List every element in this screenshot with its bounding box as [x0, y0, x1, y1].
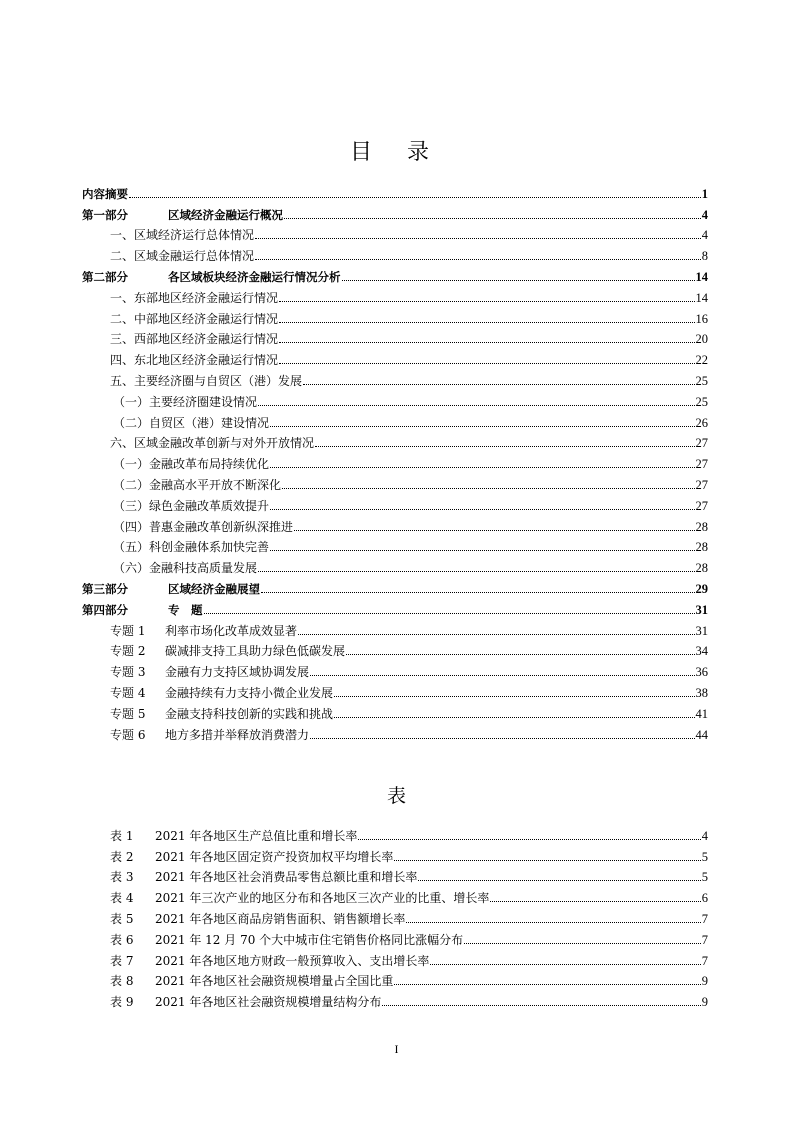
toc-entry-label — [110, 228, 254, 242]
toc-entry-label — [113, 457, 269, 471]
toc-entry[interactable] — [82, 513, 708, 534]
toc-page-number: 26 — [695, 415, 708, 430]
toc-entry-text: 一、东部地区经济金融运行情况 — [110, 290, 279, 305]
toc-part-label: 第四部分 — [82, 602, 128, 617]
toc-page-number: 4 — [701, 207, 708, 222]
dot-leader — [346, 654, 694, 655]
table-entry-text: 2021 年各地区生产总值比重和增长率 — [155, 828, 358, 843]
toc-entry[interactable] — [82, 638, 708, 659]
toc-page-number: 1 — [701, 186, 708, 201]
toc-entry-label — [110, 312, 278, 326]
toc-entry[interactable] — [82, 242, 708, 263]
dot-leader — [270, 509, 694, 510]
table-entry[interactable] — [82, 905, 708, 926]
dot-leader — [310, 675, 694, 676]
dot-leader — [282, 488, 694, 489]
toc-entry-label — [110, 665, 309, 679]
dot-leader — [464, 943, 701, 944]
table-page-number: 7 — [701, 932, 708, 947]
toc-entry-text: 金融持续有力支持小微企业发展 — [165, 685, 334, 700]
toc-entry-text: 内容摘要 — [82, 186, 128, 201]
toc-entry-label — [113, 395, 257, 409]
toc-entry-text: 区域经济金融运行概况 — [168, 207, 283, 222]
toc-page-number: 14 — [695, 269, 708, 284]
dot-leader — [261, 592, 695, 593]
toc-entry-text: （四）普惠金融改革创新纵深推进 — [113, 519, 294, 534]
table-entry-label — [110, 891, 489, 905]
table-page-number: 6 — [701, 891, 708, 906]
toc-entry[interactable] — [82, 409, 708, 430]
toc-entry-label — [113, 416, 269, 430]
table-number: 表 6 — [110, 932, 134, 947]
table-entry-label — [110, 829, 357, 843]
toc-entry-label — [82, 582, 260, 596]
toc-page-number: 29 — [695, 581, 708, 596]
toc-entry-text: 金融支持科技创新的实践和挑战 — [165, 706, 334, 721]
table-page-number: 9 — [701, 995, 708, 1010]
toc-entry-text: （二）金融高水平开放不断深化 — [113, 477, 282, 492]
table-entry-text: 2021 年各地区地方财政一般预算收入、支出增长率 — [155, 953, 430, 968]
toc-entry-label — [113, 520, 293, 534]
dot-leader — [342, 280, 695, 281]
toc-entry[interactable] — [82, 700, 708, 721]
toc-page-number: 27 — [695, 498, 708, 513]
toc-page-number: 27 — [695, 436, 708, 451]
table-page-number: 5 — [701, 849, 708, 864]
toc-topic-label: 专题 2 — [110, 644, 146, 659]
toc-page-number: 27 — [695, 457, 708, 472]
table-entry-text: 2021 年各地区社会融资规模增量结构分布 — [155, 995, 382, 1010]
toc-entry-label — [82, 603, 203, 617]
toc-entry[interactable] — [82, 180, 708, 201]
dot-leader — [270, 550, 694, 551]
toc-entry-text: 六、区域金融改革创新与对外开放情况 — [110, 436, 315, 451]
table-page-number: 5 — [701, 870, 708, 885]
toc-entry-text: （五）科创金融体系加快完善 — [113, 540, 270, 555]
table-entry-label — [110, 933, 463, 947]
toc-page-number: 16 — [695, 311, 708, 326]
toc-entry-label — [113, 499, 269, 513]
toc-entry[interactable] — [82, 575, 708, 596]
table-number: 表 4 — [110, 891, 134, 906]
toc-title: 目 录 — [350, 140, 443, 165]
toc-page-number: 22 — [695, 353, 708, 368]
dot-leader — [394, 860, 700, 861]
toc-page-number: 34 — [695, 644, 708, 659]
toc-entry-text: 利率市场化改革成效显著 — [165, 623, 298, 638]
toc-entry-text: 碳减排支持工具助力绿色低碳发展 — [165, 644, 346, 659]
dot-leader — [129, 197, 701, 198]
table-entry-label — [110, 974, 393, 988]
table-page-number: 9 — [701, 974, 708, 989]
toc-entry-text: 五、主要经济圈与自贸区（港）发展 — [110, 373, 303, 388]
toc-list — [82, 180, 708, 742]
table-page-number: 7 — [701, 911, 708, 926]
toc-page-number: 25 — [695, 394, 708, 409]
toc-topic-label: 专题 1 — [110, 623, 146, 638]
dot-leader — [258, 571, 694, 572]
toc-topic-label: 专题 5 — [110, 706, 146, 721]
toc-entry-label — [110, 332, 278, 346]
table-number: 表 7 — [110, 953, 134, 968]
dot-leader — [279, 363, 694, 364]
toc-entry-label — [110, 624, 297, 638]
dot-leader — [430, 964, 700, 965]
toc-page-number: 27 — [695, 477, 708, 492]
dot-leader — [303, 384, 694, 385]
dot-leader — [298, 634, 694, 635]
toc-entry[interactable] — [82, 284, 708, 305]
table-entry-text: 2021 年各地区商品房销售面积、销售额增长率 — [155, 911, 406, 926]
toc-entry-label — [110, 644, 345, 658]
toc-entry[interactable] — [82, 658, 708, 679]
dot-leader — [315, 446, 694, 447]
toc-entry-text: 区域经济金融展望 — [168, 581, 260, 596]
dot-leader — [294, 530, 694, 531]
toc-entry-label — [110, 291, 278, 305]
toc-page-number: 38 — [695, 685, 708, 700]
toc-page-number: 31 — [695, 602, 708, 617]
toc-page-number: 41 — [695, 706, 708, 721]
toc-page-number: 44 — [695, 727, 708, 742]
dot-leader — [279, 342, 694, 343]
dot-leader — [270, 426, 694, 427]
dot-leader — [334, 696, 694, 697]
table-number: 表 3 — [110, 870, 134, 885]
toc-entry-label — [110, 436, 314, 450]
toc-entry-label — [82, 270, 341, 284]
toc-entry[interactable] — [82, 326, 708, 347]
toc-entry-text: （一）主要经济圈建设情况 — [113, 394, 258, 409]
table-number: 表 2 — [110, 849, 134, 864]
toc-part-label: 第一部分 — [82, 207, 128, 222]
toc-page-number: 8 — [701, 249, 708, 264]
toc-entry[interactable] — [82, 721, 708, 742]
toc-topic-label: 专题 6 — [110, 727, 146, 742]
table-number: 表 8 — [110, 974, 134, 989]
toc-entry[interactable] — [82, 596, 708, 617]
dot-leader — [394, 984, 700, 985]
toc-entry-text: 四、东北地区经济金融运行情况 — [110, 353, 279, 368]
table-entry-label — [110, 912, 405, 926]
toc-page-number: 14 — [695, 290, 708, 305]
table-entry-label — [110, 850, 393, 864]
table-entry-label — [110, 870, 417, 884]
toc-entry-text: 一、区域经济运行总体情况 — [110, 228, 255, 243]
dot-leader — [255, 238, 701, 239]
table-number: 表 5 — [110, 911, 134, 926]
table-number: 表 9 — [110, 995, 134, 1010]
toc-entry[interactable] — [82, 554, 708, 575]
table-entry[interactable] — [82, 822, 708, 843]
toc-page-number: 4 — [701, 228, 708, 243]
toc-entry[interactable] — [82, 346, 708, 367]
dot-leader — [258, 405, 694, 406]
toc-topic-label: 专题 4 — [110, 685, 146, 700]
dot-leader — [382, 1005, 700, 1006]
toc-entry-text: （三）绿色金融改革质效提升 — [113, 498, 270, 513]
toc-entry-text: 各区域板块经济金融运行情况分析 — [168, 269, 341, 284]
toc-entry-label — [113, 478, 281, 492]
table-entry-label — [110, 954, 429, 968]
toc-entry-text: （一）金融改革布局持续优化 — [113, 457, 270, 472]
dot-leader — [255, 259, 701, 260]
toc-entry[interactable] — [82, 430, 708, 451]
dot-leader — [490, 901, 700, 902]
dot-leader — [279, 322, 694, 323]
page-number: I — [394, 1042, 399, 1056]
table-entry-text: 2021 年 12 月 70 个大中城市住宅销售价格同比涨幅分布 — [155, 932, 464, 947]
toc-entry[interactable] — [82, 367, 708, 388]
toc-entry[interactable] — [82, 617, 708, 638]
toc-entry-text: 地方多措并举释放消费潜力 — [165, 727, 310, 742]
dot-leader — [279, 301, 694, 302]
table-entry-text: 2021 年各地区固定资产投资加权平均增长率 — [155, 849, 394, 864]
dot-leader — [406, 922, 700, 923]
toc-entry[interactable] — [82, 388, 708, 409]
table-entry[interactable] — [82, 884, 708, 905]
dot-leader — [310, 738, 694, 739]
toc-entry-text: 三、西部地区经济金融运行情况 — [110, 332, 279, 347]
toc-entry[interactable] — [82, 263, 708, 284]
toc-entry-text: 二、区域金融运行总体情况 — [110, 249, 255, 264]
table-entry[interactable] — [82, 843, 708, 864]
table-entry-label — [110, 995, 381, 1009]
toc-page-number: 36 — [695, 665, 708, 680]
table-entry[interactable] — [82, 968, 708, 989]
toc-entry-label — [82, 187, 128, 201]
table-entry[interactable] — [82, 988, 708, 1009]
toc-page-number: 28 — [695, 561, 708, 576]
toc-entry[interactable] — [82, 679, 708, 700]
dot-leader — [358, 839, 700, 840]
toc-entry-label — [110, 728, 309, 742]
table-entry[interactable] — [82, 926, 708, 947]
toc-entry-label — [113, 540, 269, 554]
toc-entry[interactable] — [82, 471, 708, 492]
table-number: 表 1 — [110, 828, 134, 843]
toc-entry-label — [110, 707, 333, 721]
toc-entry[interactable] — [82, 305, 708, 326]
tables-title: 表 — [386, 785, 406, 807]
toc-page-number: 25 — [695, 373, 708, 388]
dot-leader — [284, 218, 701, 219]
toc-page-number: 20 — [695, 332, 708, 347]
toc-page-number: 28 — [695, 519, 708, 534]
toc-entry-text: 专 题 — [168, 602, 203, 617]
toc-entry[interactable] — [82, 450, 708, 471]
toc-entry[interactable] — [82, 492, 708, 513]
table-entry-text: 2021 年三次产业的地区分布和各地区三次产业的比重、增长率 — [155, 891, 490, 906]
toc-part-label: 第二部分 — [82, 269, 128, 284]
table-page-number: 7 — [701, 953, 708, 968]
toc-page-number: 28 — [695, 540, 708, 555]
dot-leader — [204, 613, 695, 614]
toc-entry-label — [110, 249, 254, 263]
toc-entry-label — [82, 208, 283, 222]
toc-entry-label — [113, 561, 257, 575]
table-entry-text: 2021 年各地区社会消费品零售总额比重和增长率 — [155, 870, 418, 885]
toc-entry[interactable] — [82, 534, 708, 555]
toc-page-number: 31 — [695, 623, 708, 638]
toc-entry-text: 金融有力支持区域协调发展 — [165, 665, 310, 680]
toc-entry-text: 二、中部地区经济金融运行情况 — [110, 311, 279, 326]
dot-leader — [418, 880, 700, 881]
tables-list — [82, 822, 708, 1009]
toc-entry[interactable] — [82, 222, 708, 243]
toc-entry-label — [110, 353, 278, 367]
table-entry[interactable] — [82, 947, 708, 968]
table-entry[interactable] — [82, 864, 708, 885]
toc-entry[interactable] — [82, 201, 708, 222]
dot-leader — [270, 467, 694, 468]
toc-part-label: 第三部分 — [82, 581, 128, 596]
toc-entry-text: （六）金融科技高质量发展 — [113, 561, 258, 576]
table-entry-text: 2021 年各地区社会融资规模增量占全国比重 — [155, 974, 394, 989]
table-page-number: 4 — [701, 828, 708, 843]
dot-leader — [334, 717, 694, 718]
toc-topic-label: 专题 3 — [110, 665, 146, 680]
toc-entry-label — [110, 686, 333, 700]
toc-entry-text: （二）自贸区（港）建设情况 — [113, 415, 270, 430]
toc-entry-label — [110, 374, 302, 388]
